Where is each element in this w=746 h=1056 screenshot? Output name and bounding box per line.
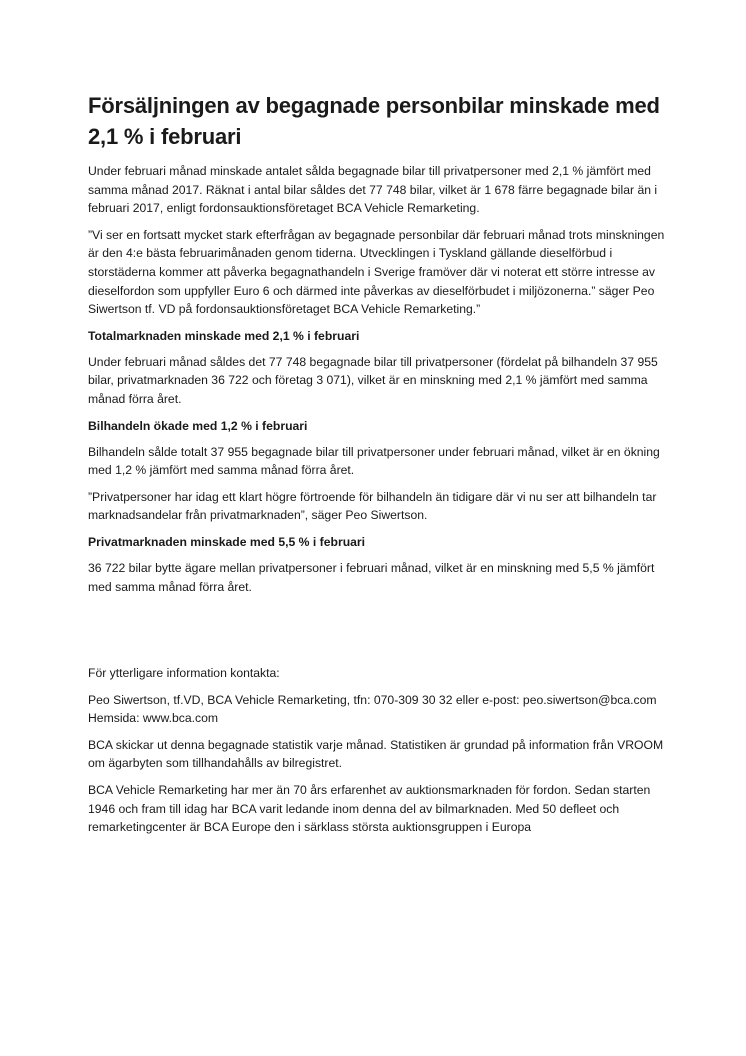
quote-paragraph: ”Vi ser en fortsatt mycket stark efterfrågan av begagnade personbilar där februari månad trots minskningen är den 4:e bästa februarimånaden genom tiderna. Utvecklingen i Tyskland gällande dieselförbud i storstäderna kommer att påverka begagnathandeln i Sverige framöver där vi noterat ett större intresse av dieselfordon som uppfyller Euro 6 och därmed inte påverkas av dieselförbudet i miljözonerna.” säger Peo Siwertson tf. VD på fordonsauktionsföretaget BCA Vehicle Remarketing.”	[88, 227, 665, 317]
statistics-note: BCA skickar ut denna begagnade statistik varje månad. Statistiken är grundad på information från VROOM om ägarbyten som tillhandahålls av bilregistret.	[88, 737, 664, 771]
section-paragraph: 36 722 bilar bytte ägare mellan privatpersoner i februari månad, vilket är en minskning med 5,5 % jämfört med samma månad förra året.	[88, 560, 655, 594]
section-heading: Totalmarknaden minskade med 2,1 % i februari	[88, 328, 360, 343]
contact-details: Peo Siwertson, tf.VD, BCA Vehicle Remarketing, tfn: 070-309 30 32 eller e-post: peo.siwertson@bca.com Hemsida: www.bca.com	[88, 692, 657, 726]
contact-intro: För ytterligare information kontakta:	[88, 666, 280, 681]
contact-section	[88, 664, 668, 837]
section-paragraph: Bilhandeln sålde totalt 37 955 begagnade bilar till privatpersoner under februari månad, vilket är en ökning med 1,2 % jämfört med samma månad förra året.	[88, 444, 660, 478]
section-bilhandeln	[88, 417, 668, 525]
page-title: Försäljningen av begagnade personbilar minskade med 2,1 % i februari	[88, 93, 660, 149]
section-paragraph: Under februari månad såldes det 77 748 begagnade bilar till privatpersoner (fördelat på bilhandeln 37 955 bilar, privatmarknaden 36 722 och företag 3 071), vilket är en minskning med 2,1 % jämfört med samma månad förra året.	[88, 354, 658, 406]
section-totalmarknaden	[88, 327, 668, 409]
section-spacer	[88, 604, 668, 664]
document-body	[88, 90, 668, 845]
about-bca: BCA Vehicle Remarketing har mer än 70 års erfarenhet av auktionsmarknaden för fordon. Sedan starten 1946 och fram till idag har BCA varit ledande inom denna del av bilmarknaden. Med 50 defleet och remarketingcenter är BCA Europe den i särklass största auktionsgruppen i Europa	[88, 783, 651, 835]
section-privatmarknaden	[88, 533, 668, 596]
section-heading: Privatmarknaden minskade med 5,5 % i februari	[88, 534, 366, 549]
intro-paragraph: Under februari månad minskade antalet sålda begagnade bilar till privatpersoner med 2,1 % jämfört med samma månad 2017. Räknat i antal bilar såldes det 77 748 bilar, vilket är 1 678 färre begagnade bilar än i februari 2017, enligt fordonsauktionsföretaget BCA Vehicle Remarketing.	[88, 164, 658, 216]
section-quote: ”Privatpersoner har idag ett klart högre förtroende för bilhandeln än tidigare där vi nu ser att bilhandeln tar marknadsandelar från privatmarknaden”, säger Peo Siwertson.	[88, 489, 657, 523]
section-heading: Bilhandeln ökade med 1,2 % i februari	[88, 418, 308, 433]
